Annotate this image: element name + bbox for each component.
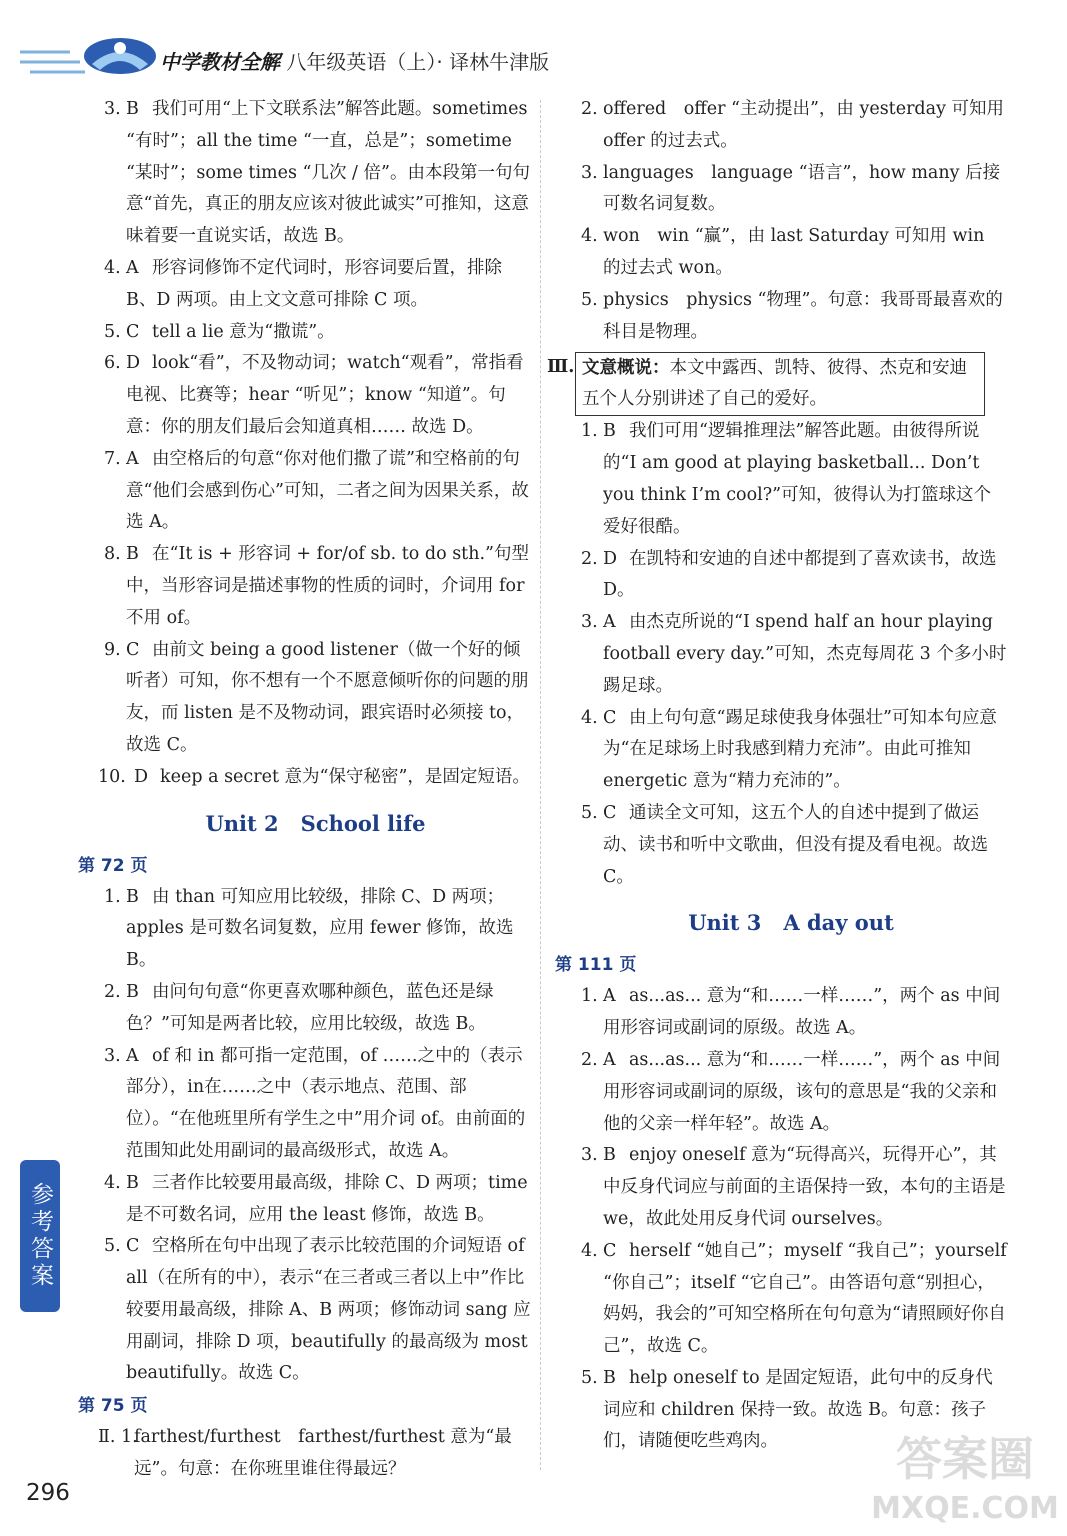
item-number: 5. <box>581 289 598 310</box>
item-number: 1. <box>581 421 598 442</box>
item-explanation: as...as... 意为“和……一样……”，两个 as 中间用形容词或副词的原级，该句的意思是“我的父亲和他的父亲一样年轻”。故选 A。 <box>603 1049 1001 1134</box>
watermark-line2: MXQE.COM <box>871 1491 1059 1526</box>
answer-item <box>575 1140 1007 1235</box>
unit-2-title: School life <box>300 810 426 836</box>
item-number: 8. <box>104 544 121 565</box>
item-explanation: 在凯特和安迪的自述中都提到了喜欢读书，故选 D。 <box>603 548 997 601</box>
item-number: 3. <box>104 99 121 119</box>
answer-item <box>575 981 1007 1045</box>
answer-item <box>575 416 1007 543</box>
summary-box <box>575 352 985 416</box>
item-explanation: tell a lie 意为“撒谎”。 <box>152 321 335 342</box>
item-number: 7. <box>104 448 121 469</box>
answer-list-page-111 <box>575 981 1007 1458</box>
item-explanation: 通读全文可知，这五个人的自述中提到了做运动、读书和听中文歌曲，但没有提及看电视。故选 C。 <box>603 802 988 887</box>
unit-2-heading <box>98 800 533 848</box>
answer-item <box>98 1041 533 1168</box>
answer-item <box>98 882 533 977</box>
answer-letter: A <box>603 612 616 633</box>
item-number: 6. <box>104 353 121 374</box>
item-number: 4. <box>581 707 598 728</box>
item-number: 1. <box>581 986 598 1007</box>
answer-item <box>575 285 1007 349</box>
page-ref-111: 第 111 页 <box>555 955 637 976</box>
answer-item <box>575 158 1007 222</box>
item-explanation: help oneself to 是固定短语，此句中的反身代词应和 children 保持一致。故选 B。句意：孩子们，请随便吃些鸡肉。 <box>603 1367 993 1452</box>
book-name: 八年级英语（上）· 译林牛津版 <box>286 50 550 74</box>
answer-letter: B <box>603 1145 616 1166</box>
watermark-line1: 答案圈 <box>896 1432 1034 1486</box>
item-number: 2. <box>581 99 598 119</box>
unit-2-label: Unit 2 <box>205 810 279 836</box>
answer-letter: B <box>126 1172 139 1193</box>
page-ref-75: 第 75 页 <box>78 1396 148 1417</box>
answer-item <box>98 1231 533 1390</box>
answer-item <box>575 703 1007 798</box>
item-explanation: as...as... 意为“和……一样……”，两个 as 中间用形容词或副词的原级。故选 A。 <box>603 986 1001 1039</box>
answer-list-section-iii <box>575 416 1007 893</box>
book-logo-icon <box>20 30 160 80</box>
item-explanation: 由问句句意“你更喜欢哪种颜色，蓝色还是绿色？”可知是两者比较，应用比较级，故选 B。 <box>126 981 494 1034</box>
item-explanation: keep a secret 意为“保守秘密”，是固定短语。 <box>160 766 530 787</box>
item-number: 5. <box>104 1236 121 1257</box>
answer-item <box>575 221 1007 285</box>
item-explanation: herself “她自己”；myself “我自己”；yourself “你自己”；itself “它自己”。由答语句意“别担心，妈妈，我会的”可知空格所在句句意为“请照顾好你自己”，故选 C。 <box>603 1240 1007 1357</box>
answer-item <box>98 253 533 317</box>
item-explanation: 由前文 being a good listener（做一个好的倾听者）可知，你不想有一个不愿意倾听你的问题的朋友，而 listen 是不及物动词，跟宾语时必须接 to，故选 C。 <box>126 639 529 755</box>
answer-letter: A <box>126 448 139 469</box>
answer-letter: B <box>126 981 139 1002</box>
answer-item <box>98 539 533 634</box>
item-explanation: offered offer “主动提出”，由 yesterday 可知用 offer 的过去式。 <box>603 99 1005 151</box>
item-number: 9. <box>104 639 121 660</box>
answer-letter: C <box>603 802 617 823</box>
answer-list-unit1 <box>98 94 533 794</box>
answer-item <box>98 762 533 794</box>
answer-letter: B <box>126 99 139 119</box>
item-number: 1. <box>104 886 121 907</box>
reference-answers-tab: 参考答案 <box>20 1160 60 1312</box>
summary-label: 文意概说： <box>582 358 670 379</box>
item-number: 5. <box>104 321 121 342</box>
answer-item <box>575 1236 1007 1363</box>
header-title <box>160 46 549 75</box>
summary-text: 本文中露西、凯特、彼得、杰克和安迪五个人分别讲述了自己的爱好。 <box>582 358 967 410</box>
item-explanation: 三者作比较要用最高级，排除 C、D 两项；time 是不可数名词，应用 the least 修饰，故选 B。 <box>126 1172 528 1225</box>
column-divider <box>540 100 541 1470</box>
answer-letter: D <box>126 353 141 374</box>
item-number: 3. <box>581 162 598 183</box>
answer-letter: A <box>126 1045 139 1066</box>
item-explanation: look“看”，不及物动词；watch“观看”，常指看电视、比赛等；hear “听见”；know “知道”。句意：你的朋友们最后会知道真相…… 故选 D。 <box>126 353 524 437</box>
answer-letter: D <box>603 548 618 569</box>
answer-item <box>98 635 533 762</box>
item-number: 4. <box>581 226 598 247</box>
answer-letter: C <box>126 639 140 660</box>
answer-letter: B <box>603 421 616 442</box>
item-explanation: won win “赢”，由 last Saturday 可知用 win 的过去式 won。 <box>603 226 985 278</box>
right-column <box>547 94 1007 1458</box>
roman-numeral-ii: Ⅱ. <box>98 1427 116 1448</box>
answer-letter: A <box>603 1049 616 1070</box>
answer-item-ii-1 <box>98 1422 533 1486</box>
answer-item <box>98 444 533 539</box>
unit-3-label: Unit 3 <box>688 910 762 936</box>
item-explanation: 空格所在句中出现了表示比较范围的介词短语 of all（在所有的中），表示“在三者或三者以上中”作比较要用最高级，排除 A、B 两项；修饰动词 sang 应用副词，排除 D 项，beautifully 的最高级为 most beautifully。故选 C。 <box>126 1236 531 1384</box>
answer-letter: C <box>126 321 140 342</box>
answer-item <box>575 94 1007 158</box>
item-number: 5. <box>581 1367 598 1388</box>
answer-item <box>98 94 533 253</box>
answer-item <box>575 1045 1007 1140</box>
item-explanation: farthest/furthest farthest/furthest 意为“最远”。句意：在你班里谁住得最远？ <box>134 1427 512 1480</box>
item-explanation: 在“It is + 形容词 + for/of sb. to do sth.”句型中，当形容词是描述事物的性质的词时，介词用 for 不用 of。 <box>126 544 529 628</box>
item-explanation: languages language “语言”，how many 后接可数名词复数。 <box>603 162 1001 215</box>
answer-letter: A <box>126 257 139 278</box>
item-number: 2. <box>581 1049 598 1070</box>
item-number: 3. <box>581 612 598 633</box>
item-number: 4. <box>581 1240 598 1261</box>
item-number: 4. <box>104 257 121 278</box>
page-header <box>0 0 1067 90</box>
watermark-logo <box>870 1420 1060 1530</box>
answer-letter: B <box>126 886 139 907</box>
answer-item <box>98 348 533 443</box>
item-number: 3. <box>581 1145 598 1166</box>
item-number: 5. <box>581 802 598 823</box>
item-number: 3. <box>104 1045 121 1066</box>
item-explanation: enjoy oneself 意为“玩得高兴，玩得开心”，其中反身代词应与前面的主语保持一致，本句的主语是 we，故此处用反身代词 ourselves。 <box>603 1145 1006 1229</box>
section-iii <box>547 352 1007 416</box>
item-number: 4. <box>104 1172 121 1193</box>
item-explanation: 由上句句意“踢足球使我身体强壮”可知本句应意为“在足球场上时我感到精力充沛”。由此可推知 energetic 意为“精力充沛的”。 <box>603 707 997 792</box>
item-number: 2. <box>581 548 598 569</box>
answer-list-section-ii <box>575 94 1007 348</box>
answer-letter: B <box>126 544 139 565</box>
answer-letter: D <box>134 766 149 787</box>
answer-item <box>98 977 533 1041</box>
item-explanation: physics physics “物理”。句意：我哥哥最喜欢的科目是物理。 <box>603 289 1003 342</box>
item-number: 2. <box>104 981 121 1002</box>
item-explanation: 由 than 可知应用比较级，排除 C、D 两项；apples 是可数名词复数，应用 fewer 修饰，故选 B。 <box>126 886 514 971</box>
item-explanation: 由杰克所说的“I spend half an hour playing football every day.”可知，杰克每周花 3 个多小时踢足球。 <box>603 612 1007 696</box>
answer-list-page-72 <box>98 882 533 1391</box>
page-number: 296 <box>26 1480 70 1506</box>
left-column <box>78 94 533 1486</box>
item-number: 1. <box>121 1427 138 1448</box>
answer-letter: B <box>603 1367 616 1388</box>
answer-item <box>575 798 1007 893</box>
answer-item <box>575 544 1007 608</box>
roman-numeral-iii: Ⅲ. <box>547 357 575 378</box>
answer-item <box>98 317 533 349</box>
unit-3-title: A day out <box>783 910 894 936</box>
item-explanation: 形容词修饰不定代词时，形容词要后置，排除 B、D 两项。由上文文意可排除 C 项。 <box>126 257 502 310</box>
page-ref-72: 第 72 页 <box>78 855 148 876</box>
answer-letter: C <box>603 1240 617 1261</box>
item-number: 10. <box>98 766 126 787</box>
answer-item <box>98 1168 533 1232</box>
item-explanation: 由空格后的句意“你对他们撒了谎”和空格前的句意“他们会感到伤心”可知，二者之间为因果关系，故选 A。 <box>126 448 529 533</box>
answer-letter: C <box>603 707 617 728</box>
item-explanation: of 和 in 都可指一定范围，of ……之中的（表示部分），in在……之中（表示地点、范围、部位）。“在他班里所有学生之中”用介词 of。由前面的范围知此处用副词的最高级形式，故选 A。 <box>126 1045 526 1161</box>
answer-item <box>575 607 1007 702</box>
answer-letter: C <box>126 1236 140 1257</box>
item-explanation: 我们可用“上下文联系法”解答此题。sometimes “有时”；all the time “一直，总是”；sometime “某时”；some times “几次 / 倍”。由本段第一句句意“首先，真正的朋友应该对彼此诚实”可推知，这意味着要一直说实话，故选 B。 <box>126 99 530 247</box>
series-name: 中学教材全解 <box>160 50 280 74</box>
item-explanation: 我们可用“逻辑推理法”解答此题。由彼得所说的“I am good at playing basketball... Don’t you think I’m cool?”可知，彼得认为打篮球这个爱好很酷。 <box>603 421 992 537</box>
unit-3-heading <box>575 899 1007 947</box>
answer-letter: A <box>603 986 616 1007</box>
